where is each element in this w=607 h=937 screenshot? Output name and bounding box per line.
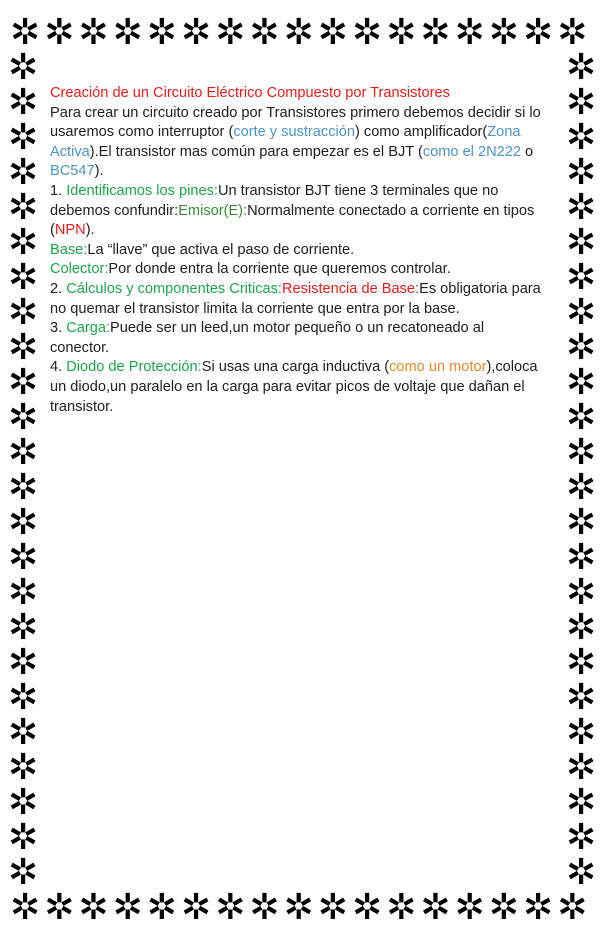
eight-point-star-icon: ✲ xyxy=(8,747,39,788)
eight-point-star-icon: ✲ xyxy=(523,887,554,928)
eight-point-star-icon: ✲ xyxy=(8,187,39,228)
eight-point-star-icon: ✲ xyxy=(78,12,109,53)
highlight-text: BC547 xyxy=(50,163,95,180)
eight-point-star-icon: ✲ xyxy=(112,12,143,53)
eight-point-star-icon: ✲ xyxy=(283,12,314,53)
eight-point-star-icon: ✲ xyxy=(8,47,39,88)
eight-point-star-icon: ✲ xyxy=(78,887,109,928)
eight-point-star-icon: ✲ xyxy=(523,12,554,53)
body-text: Un transistor BJT tiene 3 terminales que no debemos confundir: xyxy=(50,182,499,219)
eight-point-star-icon: ✲ xyxy=(8,537,39,578)
eight-point-star-icon: ✲ xyxy=(557,12,588,53)
eight-point-star-icon: ✲ xyxy=(566,432,597,473)
eight-point-star-icon: ✲ xyxy=(10,12,41,53)
collector-paragraph xyxy=(50,260,545,280)
eight-point-star-icon: ✲ xyxy=(8,817,39,858)
highlight-text: NPN xyxy=(54,222,86,239)
eight-point-star-icon: ✲ xyxy=(215,12,246,53)
body-text: Normalmente conectado a corriente en tipos ( xyxy=(50,202,535,239)
eight-point-star-icon: ✲ xyxy=(566,852,597,893)
eight-point-star-icon: ✲ xyxy=(352,887,383,928)
eight-point-star-icon: ✲ xyxy=(566,817,597,858)
document-title: Creación de un Circuito Eléctrico Compuesto por Transistores xyxy=(50,85,450,101)
highlight-text: como el 2N222 xyxy=(422,143,521,160)
base-paragraph xyxy=(50,241,545,261)
eight-point-star-icon: ✲ xyxy=(8,362,39,403)
highlight-text: Colector: xyxy=(50,261,109,278)
body-text: Por donde entra la corriente que queremos controlar. xyxy=(108,261,451,278)
eight-point-star-icon: ✲ xyxy=(8,222,39,263)
eight-point-star-icon: ✲ xyxy=(566,607,597,648)
eight-point-star-icon: ✲ xyxy=(566,467,597,508)
eight-point-star-icon: ✲ xyxy=(566,187,597,228)
body-text: Es obligatoria para no quemar el transistor limita la corriente que entra por la base. xyxy=(50,280,541,317)
body-text: ),coloca un diodo,un paralelo en la carga para evitar picos de voltaje que dañan el transistor. xyxy=(50,359,538,415)
intro-paragraph xyxy=(50,104,545,182)
body-text: ) como amplificador( xyxy=(354,124,488,141)
eight-point-star-icon: ✲ xyxy=(566,782,597,823)
body-text: La “llave” que activa el paso de corriente. xyxy=(87,241,355,258)
body-text: ).El transistor mas común para empezar es el BJT ( xyxy=(89,143,423,160)
eight-point-star-icon: ✲ xyxy=(283,887,314,928)
highlight-text: Base: xyxy=(50,241,88,258)
body-text: Si usas una carga inductiva ( xyxy=(201,359,390,376)
highlight-text: corte y sustracción xyxy=(233,124,355,141)
eight-point-star-icon: ✲ xyxy=(420,887,451,928)
highlight-text: Resistencia de Base: xyxy=(281,280,420,297)
eight-point-star-icon: ✲ xyxy=(566,747,597,788)
highlight-text: Emisor(E): xyxy=(178,202,248,219)
eight-point-star-icon: ✲ xyxy=(8,572,39,613)
eight-point-star-icon: ✲ xyxy=(146,12,177,53)
step-3-paragraph xyxy=(50,319,545,358)
eight-point-star-icon: ✲ xyxy=(8,782,39,823)
eight-point-star-icon: ✲ xyxy=(8,677,39,718)
eight-point-star-icon: ✲ xyxy=(8,292,39,333)
eight-point-star-icon: ✲ xyxy=(44,12,75,53)
body-text: 4. xyxy=(50,359,67,376)
eight-point-star-icon: ✲ xyxy=(352,12,383,53)
eight-point-star-icon: ✲ xyxy=(454,12,485,53)
eight-point-star-icon: ✲ xyxy=(386,887,417,928)
eight-point-star-icon: ✲ xyxy=(215,887,246,928)
eight-point-star-icon: ✲ xyxy=(181,12,212,53)
eight-point-star-icon: ✲ xyxy=(8,432,39,473)
highlight-text: como un motor xyxy=(389,359,487,376)
eight-point-star-icon: ✲ xyxy=(566,397,597,438)
eight-point-star-icon: ✲ xyxy=(8,327,39,368)
body-text: Para crear un circuito creado por Transistores primero debemos decidir si lo usaremos como interruptor ( xyxy=(50,104,541,141)
eight-point-star-icon: ✲ xyxy=(8,852,39,893)
body-text: ). xyxy=(94,163,104,180)
body-text: Puede ser un leed,un motor pequeño o un recatoneado al conector. xyxy=(50,320,485,356)
step-1-paragraph xyxy=(50,182,545,241)
eight-point-star-icon: ✲ xyxy=(317,887,348,928)
eight-point-star-icon: ✲ xyxy=(566,537,597,578)
highlight-text: Zona Activa xyxy=(50,124,521,160)
eight-point-star-icon: ✲ xyxy=(8,502,39,543)
eight-point-star-icon: ✲ xyxy=(8,607,39,648)
eight-point-star-icon: ✲ xyxy=(8,117,39,158)
body-text: 3. xyxy=(50,320,67,337)
eight-point-star-icon: ✲ xyxy=(566,502,597,543)
eight-point-star-icon: ✲ xyxy=(8,257,39,298)
eight-point-star-icon: ✲ xyxy=(8,712,39,753)
step-2-paragraph xyxy=(50,280,545,319)
eight-point-star-icon: ✲ xyxy=(566,222,597,263)
body-text: o xyxy=(521,143,534,160)
eight-point-star-icon: ✲ xyxy=(566,47,597,88)
eight-point-star-icon: ✲ xyxy=(566,327,597,368)
eight-point-star-icon: ✲ xyxy=(8,82,39,123)
eight-point-star-icon: ✲ xyxy=(566,712,597,753)
eight-point-star-icon: ✲ xyxy=(181,887,212,928)
eight-point-star-icon: ✲ xyxy=(10,887,41,928)
eight-point-star-icon: ✲ xyxy=(454,887,485,928)
eight-point-star-icon: ✲ xyxy=(566,572,597,613)
eight-point-star-icon: ✲ xyxy=(249,12,280,53)
highlight-text: Identificamos los pines: xyxy=(66,182,218,199)
eight-point-star-icon: ✲ xyxy=(8,397,39,438)
body-text: 1. xyxy=(50,182,67,199)
eight-point-star-icon: ✲ xyxy=(8,642,39,683)
eight-point-star-icon: ✲ xyxy=(488,887,519,928)
eight-point-star-icon: ✲ xyxy=(249,887,280,928)
eight-point-star-icon: ✲ xyxy=(8,467,39,508)
eight-point-star-icon: ✲ xyxy=(566,82,597,123)
document-body xyxy=(50,84,545,417)
eight-point-star-icon: ✲ xyxy=(488,12,519,53)
eight-point-star-icon: ✲ xyxy=(317,12,348,53)
eight-point-star-icon: ✲ xyxy=(112,887,143,928)
eight-point-star-icon: ✲ xyxy=(8,152,39,193)
eight-point-star-icon: ✲ xyxy=(566,292,597,333)
eight-point-star-icon: ✲ xyxy=(386,12,417,53)
step-4-paragraph xyxy=(50,358,545,417)
eight-point-star-icon: ✲ xyxy=(44,887,75,928)
eight-point-star-icon: ✲ xyxy=(566,117,597,158)
eight-point-star-icon: ✲ xyxy=(146,887,177,928)
eight-point-star-icon: ✲ xyxy=(566,257,597,298)
eight-point-star-icon: ✲ xyxy=(566,362,597,403)
body-text: 2. xyxy=(50,280,67,297)
body-text: ). xyxy=(85,222,95,239)
highlight-text: Diodo de Protección: xyxy=(66,359,202,376)
eight-point-star-icon: ✲ xyxy=(566,642,597,683)
highlight-text: Cálculos y componentes Criticas: xyxy=(66,280,282,297)
eight-point-star-icon: ✲ xyxy=(420,12,451,53)
eight-point-star-icon: ✲ xyxy=(566,677,597,718)
highlight-text: Carga: xyxy=(66,320,111,337)
eight-point-star-icon: ✲ xyxy=(557,887,588,928)
eight-point-star-icon: ✲ xyxy=(566,152,597,193)
